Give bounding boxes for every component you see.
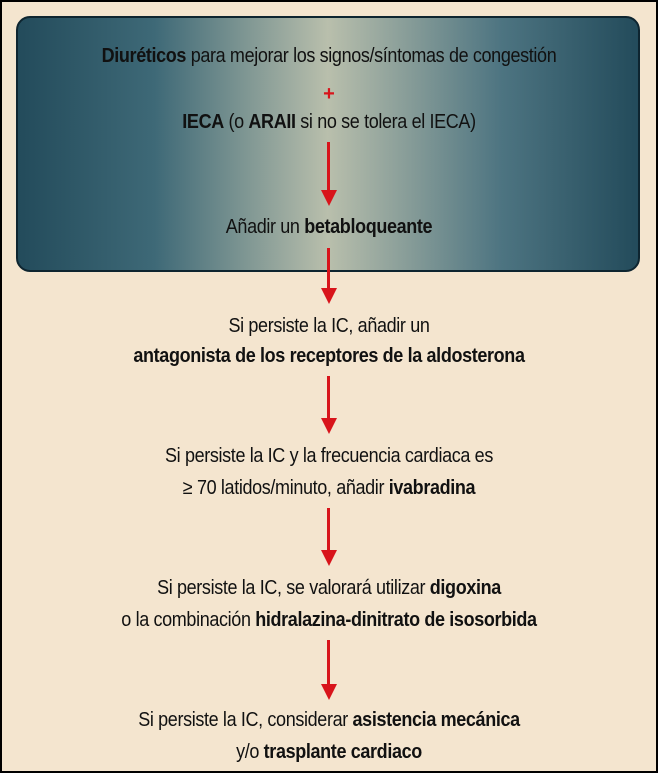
hidralazina-term: hidralazina-dinitrato de isosorbida bbox=[255, 609, 537, 631]
digoxina-term: digoxina bbox=[429, 577, 501, 599]
arrow-1 bbox=[321, 142, 337, 206]
diureticos-term: Diuréticos bbox=[101, 45, 187, 67]
aldosterona-term: antagonista de los receptores de la aldosterona bbox=[133, 345, 525, 367]
step-3-line-1: Si persiste la IC, se valorará utilizar digoxina bbox=[157, 577, 501, 599]
step-1-line-1: Si persiste la IC, añadir un bbox=[228, 315, 430, 337]
ieca-term: IECA bbox=[182, 111, 224, 133]
step-2-line-1: Si persiste la IC y la frecuencia cardiaca es bbox=[165, 445, 493, 467]
step-2-line-2: ≥ 70 latidos/minuto, añadir ivabradina bbox=[182, 477, 476, 499]
plus-sign: + bbox=[323, 83, 335, 105]
betabloqueante-line: Añadir un betabloqueante bbox=[225, 216, 433, 238]
step-4-line-1: Si persiste la IC, considerar asistencia mecánica bbox=[138, 709, 520, 731]
arrow-3 bbox=[321, 376, 337, 434]
betabloqueante-term: betabloqueante bbox=[304, 216, 433, 238]
diureticos-line: Diuréticos para mejorar los signos/síntomas de congestión bbox=[101, 45, 557, 67]
asistencia-term: asistencia mecánica bbox=[352, 709, 520, 731]
step-3-line-2: o la combinación hidralazina-dinitrato de isosorbida bbox=[121, 609, 537, 631]
arrow-2 bbox=[321, 248, 337, 304]
step-1-line-2 bbox=[35, 342, 624, 370]
trasplante-term: trasplante cardiaco bbox=[263, 741, 422, 763]
arrow-4 bbox=[321, 508, 337, 566]
step-4-line-2: y/o trasplante cardiaco bbox=[236, 741, 422, 763]
ieca-line: IECA (o ARAII si no se tolera el IECA) bbox=[182, 111, 476, 133]
arrow-5 bbox=[321, 640, 337, 700]
ivabradina-term: ivabradina bbox=[388, 477, 476, 499]
araii-term: ARAII bbox=[248, 111, 296, 133]
